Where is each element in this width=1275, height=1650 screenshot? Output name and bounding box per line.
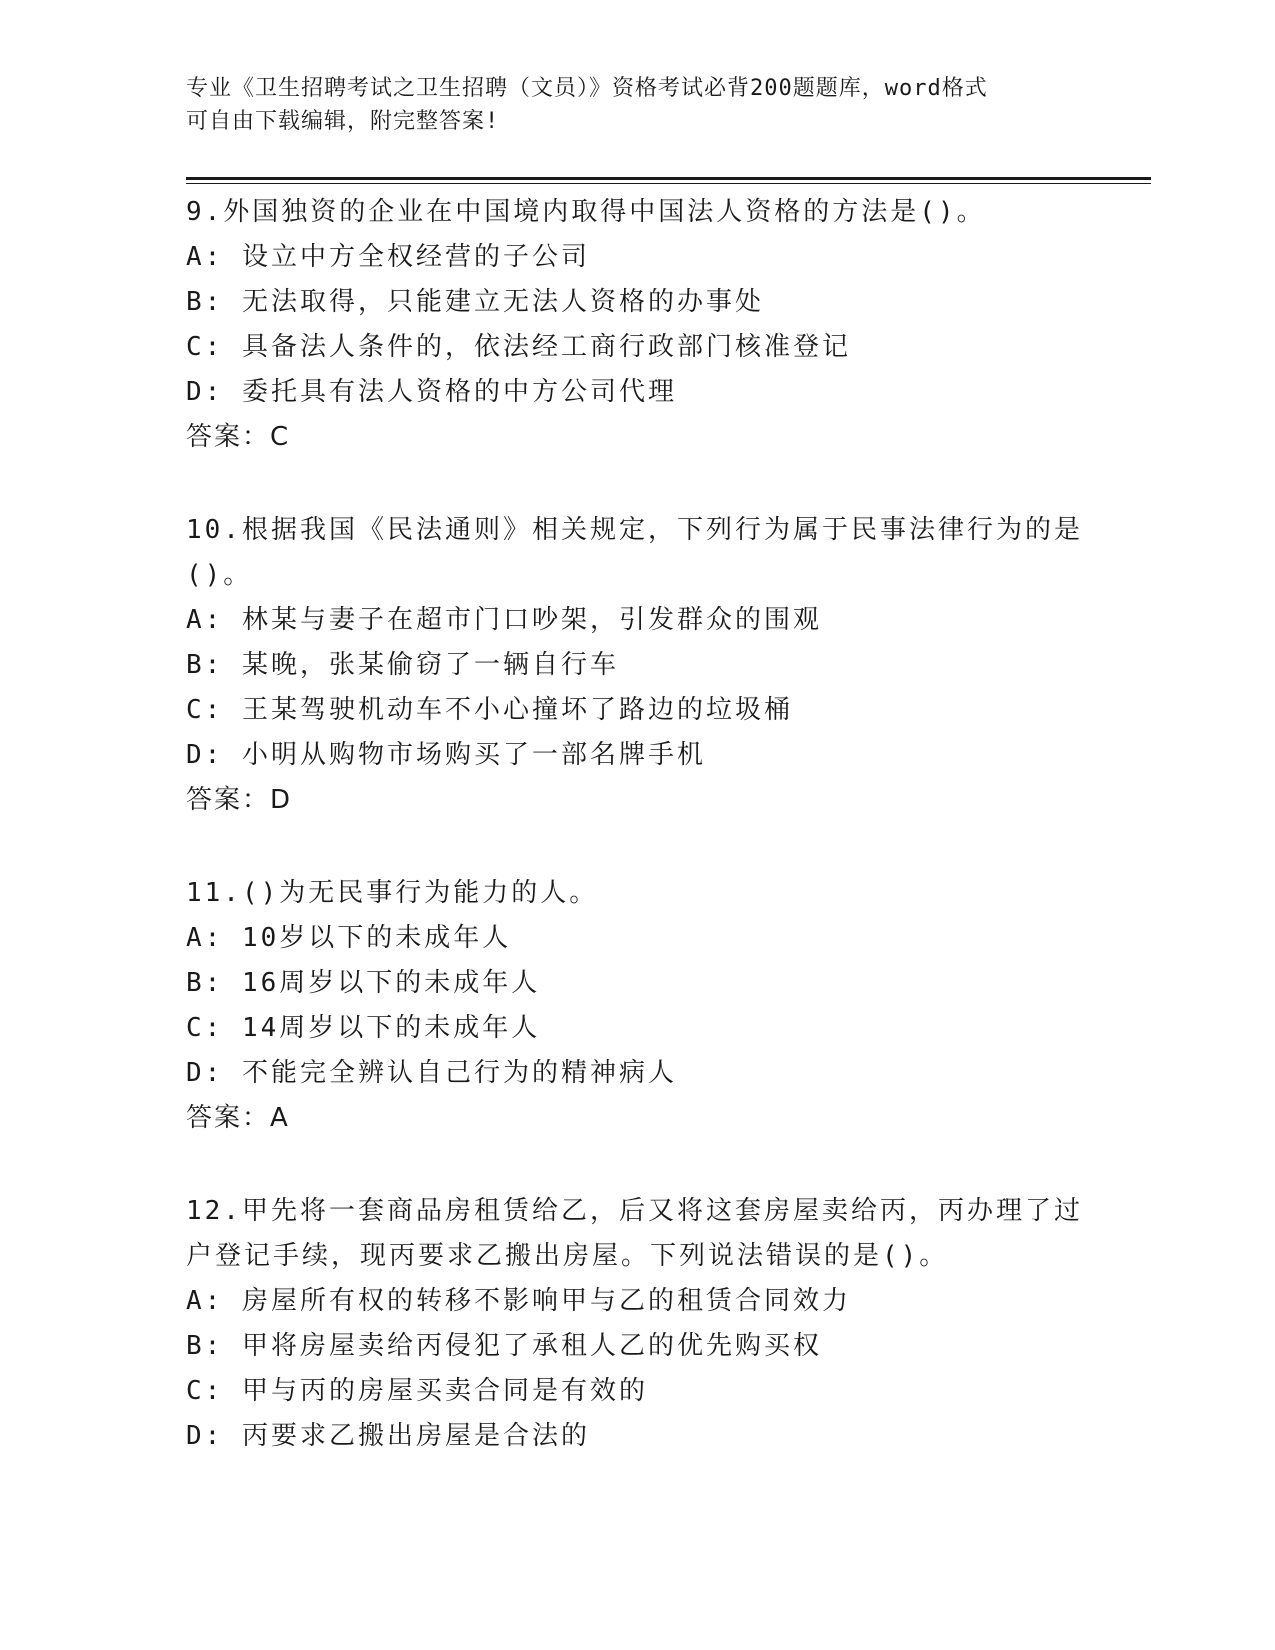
question-item: [186, 1189, 1086, 1459]
question-item: [186, 190, 1086, 460]
option-c: C: 王某驾驶机动车不小心撞坏了路边的垃圾桶: [186, 695, 793, 725]
header-divider-thin: [186, 183, 1151, 184]
header-line-2: 可自由下载编辑，附完整答案!: [186, 109, 500, 134]
question-stem-continued: 户登记手续，现丙要求乙搬出房屋。下列说法错误的是()。: [186, 1241, 949, 1271]
answer-text: 答案：D: [186, 785, 293, 815]
question-stem: 12.甲先将一套商品房租赁给乙，后又将这套房屋卖给丙，丙办理了过: [186, 1196, 1083, 1226]
question-stem-continued: ()。: [186, 560, 253, 590]
question-stem: 10.根据我国《民法通则》相关规定，下列行为属于民事法律行为的是: [186, 515, 1083, 545]
option-c: C: 具备法人条件的，依法经工商行政部门核准登记: [186, 332, 851, 362]
answer-text: 答案：C: [186, 422, 291, 452]
document-header: [186, 72, 1086, 138]
option-d: D: 小明从购物市场购买了一部名牌手机: [186, 740, 706, 770]
option-b: B: 无法取得，只能建立无法人资格的办事处: [186, 287, 764, 317]
option-a: A: 10岁以下的未成年人: [186, 923, 512, 953]
option-b: B: 某晚，张某偷窃了一辆自行车: [186, 650, 619, 680]
option-c: C: 甲与丙的房屋买卖合同是有效的: [186, 1376, 648, 1406]
header-line-1: 专业《卫生招聘考试之卫生招聘（文员）》资格考试必背200题题库，word格式: [186, 76, 988, 101]
question-list: [186, 190, 1086, 1507]
option-a: A: 设立中方全权经营的子公司: [186, 242, 590, 272]
option-b: B: 16周岁以下的未成年人: [186, 968, 541, 998]
option-c: C: 14周岁以下的未成年人: [186, 1013, 541, 1043]
answer-text: 答案：A: [186, 1103, 290, 1133]
option-a: A: 林某与妻子在超市门口吵架，引发群众的围观: [186, 605, 822, 635]
header-divider-thick: [186, 177, 1151, 180]
option-d: D: 丙要求乙搬出房屋是合法的: [186, 1421, 590, 1451]
option-a: A: 房屋所有权的转移不影响甲与乙的租赁合同效力: [186, 1286, 851, 1316]
question-item: [186, 508, 1086, 823]
question-stem: 11.()为无民事行为能力的人。: [186, 878, 599, 908]
question-item: [186, 871, 1086, 1141]
option-d: D: 不能完全辨认自己行为的精神病人: [186, 1058, 677, 1088]
question-stem: 9.外国独资的企业在中国境内取得中国法人资格的方法是()。: [186, 197, 986, 227]
option-b: B: 甲将房屋卖给丙侵犯了承租人乙的优先购买权: [186, 1331, 822, 1361]
option-d: D: 委托具有法人资格的中方公司代理: [186, 377, 677, 407]
